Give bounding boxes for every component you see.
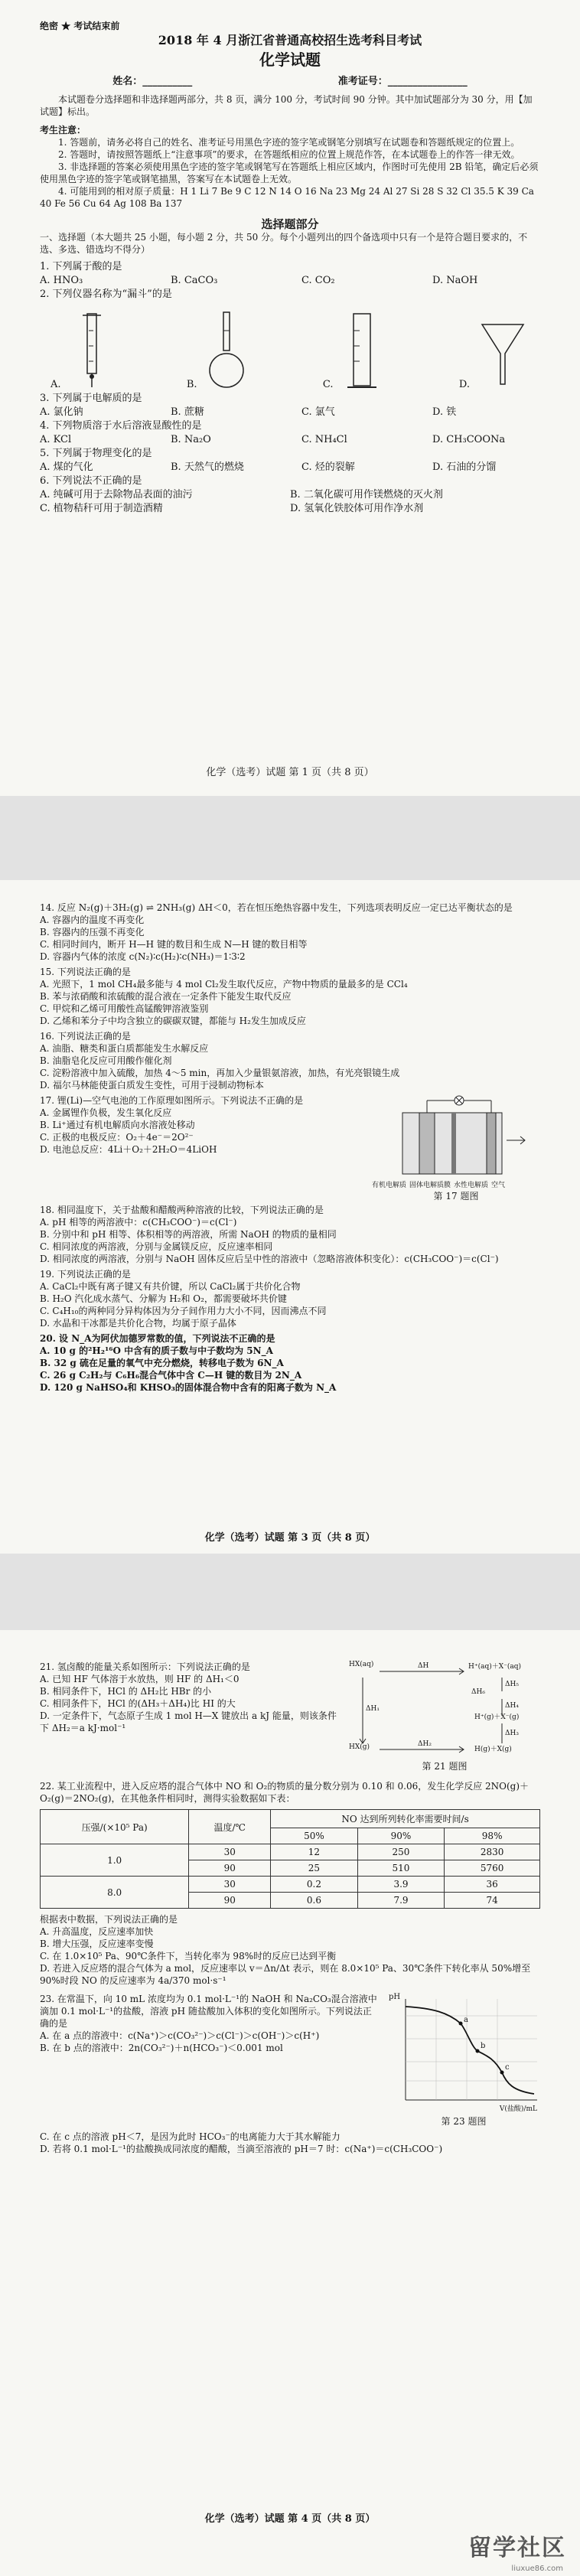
- exam-page-4: [0, 1630, 580, 2576]
- titration-curve: [387, 1993, 540, 2115]
- option: B. 分别中和 pH 相等、体积相等的两溶液，所需 NaOH 的物质的量相同: [40, 1229, 337, 1240]
- figure-label: ΔH₄: [505, 1702, 519, 1710]
- question-23: 23. 在常温下，向 10 mL 浓度均为 0.1 mol·L⁻¹的 NaOH 和 Na₂CO₃混合溶液中滴加 0.1 mol·L⁻¹的盐酸，溶液 pH 随盐酸加入体积的变化如图所示。下列说法正确的是: [40, 1994, 377, 2029]
- figure-17: [372, 1094, 540, 1202]
- option: D. 若将 0.1 mol·L⁻¹的盐酸换成同浓度的醋酸，当滴至溶液的 pH＝7 时：c(Na⁺)＝c(CH₃COO⁻): [40, 2144, 443, 2154]
- option: B. 二氧化碳可用作镁燃烧的灭火剂: [290, 489, 443, 501]
- option: B. 32 g 硫在足量的氧气中充分燃烧，转移电子数为 6N_A: [40, 1358, 284, 1368]
- option: A. 光照下，1 mol CH₄最多能与 4 mol Cl₂发生取代反应，产物中物质的量最多的是 CCl₄: [40, 979, 408, 990]
- figure-label: HX(aq): [349, 1661, 374, 1668]
- note-item: 4. 可能用到的相对原子质量：H 1 Li 7 Be 9 C 12 N 14 O 16 Na 23 Mg 24 Al 27 Si 28 S 32 Cl 35.5 K 39 Ca 40 Fe 56 Cu 64 Ag 108 Ba 137: [40, 186, 534, 209]
- option: D. 相同浓度的两溶液，分别与 NaOH 固体反应后呈中性的溶液中（忽略溶液体积变化）：c(CH₃COO⁻)＝c(Cl⁻): [40, 1254, 499, 1264]
- option: D. 氢氧化铁胶体可用作净水剂: [290, 503, 424, 514]
- exam-title: 2018 年 4 月浙江省普通高校招生选考科目考试: [158, 33, 422, 47]
- graduated-cylinder-icon: [340, 308, 386, 392]
- volumetric-flask-icon: [204, 308, 249, 392]
- table-cell: 250: [357, 1844, 445, 1860]
- option: A. CaCl₂中既有离子键又有共价键，所以 CaCl₂属于共价化合物: [40, 1281, 301, 1292]
- option: A. 已知 HF 气体溶于水放热，则 HF 的 ΔH₁＜0: [40, 1674, 239, 1684]
- question-22: 22. 某工业流程中，进入反应塔的混合气体中 NO 和 O₂的物质的量分数分别为 0.10 和 0.06，发生化学反应 2NO(g)＋O₂(g)＝2NO₂(g)，在其他条件相同时，测得实验数据如下表：: [40, 1781, 529, 1804]
- option: B. 容器内的压强不再变化: [40, 927, 145, 937]
- exam-page-3: [0, 880, 580, 1554]
- option: B. CaCO₃: [171, 275, 218, 286]
- question-3: 3. 下列属于电解质的是: [40, 393, 142, 404]
- figure-23: [387, 1993, 540, 2131]
- option: B. 增大压强，反应速率变慢: [40, 1939, 154, 1949]
- option: D. 一定条件下，气态原子生成 1 mol H—X 键放出 a kJ 能量，则该条件下 ΔH₂＝a kJ·mol⁻¹: [40, 1710, 337, 1733]
- option: A. 油脂、糖类和蛋白质都能发生水解反应: [40, 1043, 209, 1054]
- option: C. 在 1.0×10⁵ Pa、90℃条件下，当转化率为 98%时的反应已达到平衡: [40, 1951, 337, 1961]
- id-field-label: 准考证号：________________: [337, 76, 468, 87]
- table-row: [41, 1877, 540, 1893]
- option: C. C₄H₁₀的两种同分异构体因为分子间作用力大小不同，因而沸点不同: [40, 1306, 327, 1316]
- part-title: 选择题部分: [261, 217, 319, 231]
- option: C. 植物秸秆可用于制造酒精: [40, 503, 163, 514]
- option: B. 苯与浓硝酸和浓硫酸的混合液在一定条件下能发生取代反应: [40, 991, 292, 1002]
- option: C. 相同条件下，HCl 的(ΔH₃＋ΔH₄)比 HI 的大: [40, 1698, 236, 1709]
- figure-label: ΔH₂: [418, 1740, 432, 1748]
- intro-text: 本试题卷分选择题和非选择题两部分，共 8 页，满分 100 分，考试时间 90 分钟。其中加试题部分为 30 分，用【加试题】标出。: [40, 94, 533, 117]
- question-18: 18. 相同温度下，关于盐酸和醋酸两种溶液的比较，下列说法正确的是: [40, 1205, 324, 1215]
- exam-page-1: [0, 0, 580, 796]
- question-5-options: [40, 461, 540, 474]
- option: B. 油脂皂化反应可用酸作催化剂: [40, 1055, 172, 1066]
- note-item: 1. 答题前，请务必将自己的姓名、准考证号用黑色字迹的签字笔或钢笔分别填写在试题卷和答题纸规定的位置上。: [58, 137, 520, 148]
- table-cell: 30: [189, 1844, 271, 1860]
- option: A. 容器内的温度不再变化: [40, 915, 145, 925]
- name-field-label: 姓名：__________: [112, 76, 193, 87]
- table-header: 98%: [445, 1828, 540, 1844]
- question-15: 15. 下列说法正确的是: [40, 967, 131, 977]
- option: A. 金属锂作负极，发生氧化反应: [40, 1107, 172, 1118]
- option: D. NaOH: [432, 275, 478, 286]
- site-watermark: 留学社区: [468, 2535, 566, 2561]
- option: D. 电池总反应：4Li＋O₂＋2H₂O＝4LiOH: [40, 1144, 217, 1155]
- table-header: NO 达到所列转化率需要时间/s: [271, 1810, 540, 1828]
- option: C. 氯气: [301, 406, 335, 418]
- table-cell: 36: [445, 1877, 540, 1893]
- question-19: 19. 下列说法正确的是: [40, 1269, 131, 1280]
- figure-label: 有机电解质: [372, 1182, 407, 1189]
- question-1: 1. 下列属于酸的是: [40, 261, 122, 272]
- option: C.: [322, 379, 334, 390]
- option: B.: [186, 379, 197, 390]
- page-separator: [0, 1554, 580, 1630]
- question-2: 2. 下列仪器名称为“漏斗”的是: [40, 289, 172, 300]
- question-4-options: [40, 433, 540, 447]
- figure-label: H⁺(g)＋X⁻(g): [474, 1714, 520, 1721]
- option: A. pH 相等的两溶液中：c(CH₃COO⁻)＝c(Cl⁻): [40, 1217, 237, 1228]
- option: A. 氯化钠: [40, 406, 83, 418]
- option: B. H₂O 汽化成水蒸气、分解为 H₂和 O₂，都需要破坏共价键: [40, 1293, 287, 1304]
- option: B. 在 b 点的溶液中：2n(CO₃²⁻)＋n(HCO₃⁻)＜0.001 mol: [40, 2043, 283, 2053]
- option: D. CH₃COONa: [432, 434, 506, 445]
- figure-label: 空气: [491, 1182, 506, 1189]
- question-20: 20. 设 N_A为阿伏加德罗常数的值，下列说法不正确的是: [40, 1333, 275, 1344]
- table-cell: 2830: [445, 1844, 540, 1860]
- option: D. 水晶和干冰都是共价化合物，均属于原子晶体: [40, 1318, 236, 1329]
- figure-label: ΔH: [418, 1662, 429, 1670]
- part-intro: 一、选择题（本大题共 25 小题，每小题 2 分，共 50 分。每个小题列出的四个备选项中只有一个是符合题目要求的，不选、多选、错选均不得分）: [40, 232, 528, 255]
- table-cell: 30: [189, 1877, 271, 1893]
- figure-caption: 第 21 题图: [422, 1761, 468, 1772]
- figure-label: H⁺(aq)＋X⁻(aq): [468, 1663, 522, 1671]
- point-label: a: [464, 2016, 468, 2024]
- figure-label: ΔH₃: [505, 1730, 519, 1737]
- option: D. 铁: [432, 406, 457, 418]
- option: C. NH₄Cl: [301, 434, 347, 445]
- figure-label: H(g)＋X(g): [474, 1746, 512, 1753]
- question-1-options: [40, 274, 540, 288]
- option: C. 相同时间内，断开 H—H 键的数目和生成 N—H 键的数目相等: [40, 939, 308, 950]
- table-cell: 7.9: [357, 1893, 445, 1909]
- question-6-options: [40, 488, 540, 516]
- option: C. 淀粉溶液中加入硫酸，加热 4～5 min，再加入少量银氨溶液，加热，有光亮银镜生成: [40, 1068, 400, 1078]
- figure-label: 水性电解质: [454, 1182, 489, 1189]
- table-cell: 3.9: [357, 1877, 445, 1893]
- figure-label: ΔH₁: [366, 1705, 380, 1713]
- option: B. 天然气的燃烧: [171, 461, 244, 473]
- option: A. 纯碱可用于去除物品表面的油污: [40, 489, 193, 501]
- question-22-prompt: 根据表中数据，下列说法正确的是: [40, 1914, 178, 1925]
- option: A. 10 g 的²H₂¹⁶O 中含有的质子数与中子数均为 5N_A: [40, 1345, 273, 1356]
- question-4: 4. 下列物质溶于水后溶液显酸性的是: [40, 420, 202, 432]
- option: C. 烃的裂解: [301, 461, 355, 473]
- table-header: 压强/(×10⁵ Pa): [41, 1810, 189, 1844]
- note-item: 3. 非选择题的答案必须使用黑色字迹的签字笔或钢笔写在答题纸上相应区域内，作图时可先使用 2B 铅笔，确定后必须使用黑色字迹的签字笔或钢笔描黑，答案写在本试题卷上无效。: [40, 161, 539, 184]
- option: B. Li⁺通过有机电解质向水溶液处移动: [40, 1120, 195, 1130]
- axis-label: pH: [389, 1993, 401, 2001]
- table-cell: 510: [357, 1860, 445, 1877]
- option: D. 石油的分馏: [432, 461, 497, 473]
- table-header: 温度/℃: [189, 1810, 271, 1844]
- table-cell: 90: [189, 1893, 271, 1909]
- funnel-icon: [476, 308, 529, 392]
- page-footer: 化学（选考）试题 第 4 页（共 8 页）: [204, 2513, 376, 2525]
- table-cell: 0.6: [271, 1893, 358, 1909]
- table-cell: 90: [189, 1860, 271, 1877]
- option: B. 蔗糖: [171, 406, 204, 418]
- page-footer: 化学（选考）试题 第 1 页（共 8 页）: [206, 767, 374, 778]
- table-cell: 8.0: [41, 1877, 189, 1909]
- figure-caption: 第 17 题图: [433, 1191, 479, 1202]
- figure-label: HX(g): [349, 1743, 370, 1751]
- table-row: [41, 1844, 540, 1860]
- option: B. 相同条件下，HCl 的 ΔH₂比 HBr 的小: [40, 1686, 212, 1697]
- question-14: 14. 反应 N₂(g)＋3H₂(g) ⇌ 2NH₃(g) ΔH＜0，若在恒压绝热容器中发生，下列选项表明反应一定已达平衡状态的是: [40, 902, 513, 913]
- question-16: 16. 下列说法正确的是: [40, 1031, 131, 1042]
- table-cell: 74: [445, 1893, 540, 1909]
- note-item: 2. 答题时，请按照答题纸上“注意事项”的要求，在答题纸相应的位置上规范作答，在本试题卷上的作答一律无效。: [58, 149, 520, 160]
- lithium-air-battery-diagram: [372, 1094, 540, 1179]
- table-cell: 12: [271, 1844, 358, 1860]
- figure-caption: 第 23 题图: [441, 2116, 487, 2127]
- question-3-options: [40, 406, 540, 419]
- point-label: b: [481, 2042, 486, 2050]
- option: C. CO₂: [301, 275, 335, 286]
- site-watermark-url: liuxue86.com: [511, 2565, 563, 2573]
- table-cell: 25: [271, 1860, 358, 1877]
- option: A.: [51, 379, 61, 390]
- question-2-apparatus: [40, 302, 540, 392]
- question-21: 21. 氢卤酸的能量关系如图所示：下列说法正确的是: [40, 1661, 250, 1672]
- data-table: [40, 1809, 540, 1909]
- question-6: 6. 下列说法不正确的是: [40, 475, 142, 487]
- option: D. 120 g NaHSO₄和 KHSO₃的固体混合物中含有的阳离子数为 N_A: [40, 1382, 337, 1393]
- option: C. 26 g C₂H₂与 C₆H₆混合气体中含 C—H 键的数目为 2N_A: [40, 1370, 302, 1381]
- option: A. 升高温度，反应速率加快: [40, 1926, 154, 1937]
- option: B. Na₂O: [171, 434, 211, 445]
- option: D. 福尔马林能使蛋白质发生变性，可用于浸制动物标本: [40, 1080, 264, 1091]
- question-17: 17. 锂(Li)—空气电池的工作原理如图所示。下列说法不正确的是: [40, 1095, 304, 1106]
- option: C. 甲烷和乙烯可用酸性高锰酸钾溶液鉴别: [40, 1003, 209, 1014]
- option: A. KCl: [40, 434, 72, 445]
- page-separator: [0, 796, 580, 880]
- option: C. 相同浓度的两溶液，分别与金属镁反应，反应速率相同: [40, 1241, 273, 1252]
- option: A. HNO₃: [40, 275, 83, 286]
- option: C. 在 c 点的溶液 pH＜7，是因为此时 HCO₃⁻的电离能力大于其水解能力: [40, 2131, 341, 2142]
- page-footer: 化学（选考）试题 第 3 页（共 8 页）: [204, 1532, 376, 1544]
- option: D. 乙烯和苯分子中均含独立的碳碳双键，都能与 H₂发生加成反应: [40, 1016, 306, 1026]
- secret-label: 绝密 ★ 考试结束前: [40, 21, 120, 31]
- point-label: c: [505, 2063, 510, 2072]
- option: D. 若进入反应塔的混合气体为 a mol，反应速率以 v＝Δn/Δt 表示，则在 8.0×10⁵ Pa、30℃条件下转化率从 50%增至 90%时段 NO 的反应速率为 4a/370 mol·s⁻¹: [40, 1963, 531, 1986]
- table-header: 50%: [271, 1828, 358, 1844]
- figure-label: 固体电解质膜: [409, 1182, 451, 1189]
- option: A. 在 a 点的溶液中：c(Na⁺)＞c(CO₃²⁻)＞c(Cl⁻)＞c(OH⁻)＞c(H⁺): [40, 2030, 320, 2041]
- figure-label: ΔH₅: [505, 1681, 519, 1688]
- table-cell: 0.2: [271, 1877, 358, 1893]
- option: C. 正极的电极反应：O₂＋4e⁻＝2O²⁻: [40, 1132, 194, 1143]
- question-5: 5. 下列属于物理变化的是: [40, 448, 152, 459]
- table-cell: 5760: [445, 1860, 540, 1877]
- burette-icon: [67, 308, 113, 392]
- table-header: 90%: [357, 1828, 445, 1844]
- option: D. 容器内气体的浓度 c(N₂)∶c(H₂)∶c(NH₃)＝1∶3∶2: [40, 951, 246, 962]
- figure-label: ΔH₆: [471, 1688, 485, 1696]
- table-cell: 1.0: [41, 1844, 189, 1877]
- option: A. 煤的气化: [40, 461, 93, 473]
- figure-21: [349, 1661, 540, 1775]
- option: D.: [458, 379, 470, 390]
- subject-title: 化学试题: [259, 51, 321, 69]
- notes-title: 考生注意：: [40, 125, 86, 135]
- axis-label: V(盐酸)/mL: [499, 2105, 537, 2113]
